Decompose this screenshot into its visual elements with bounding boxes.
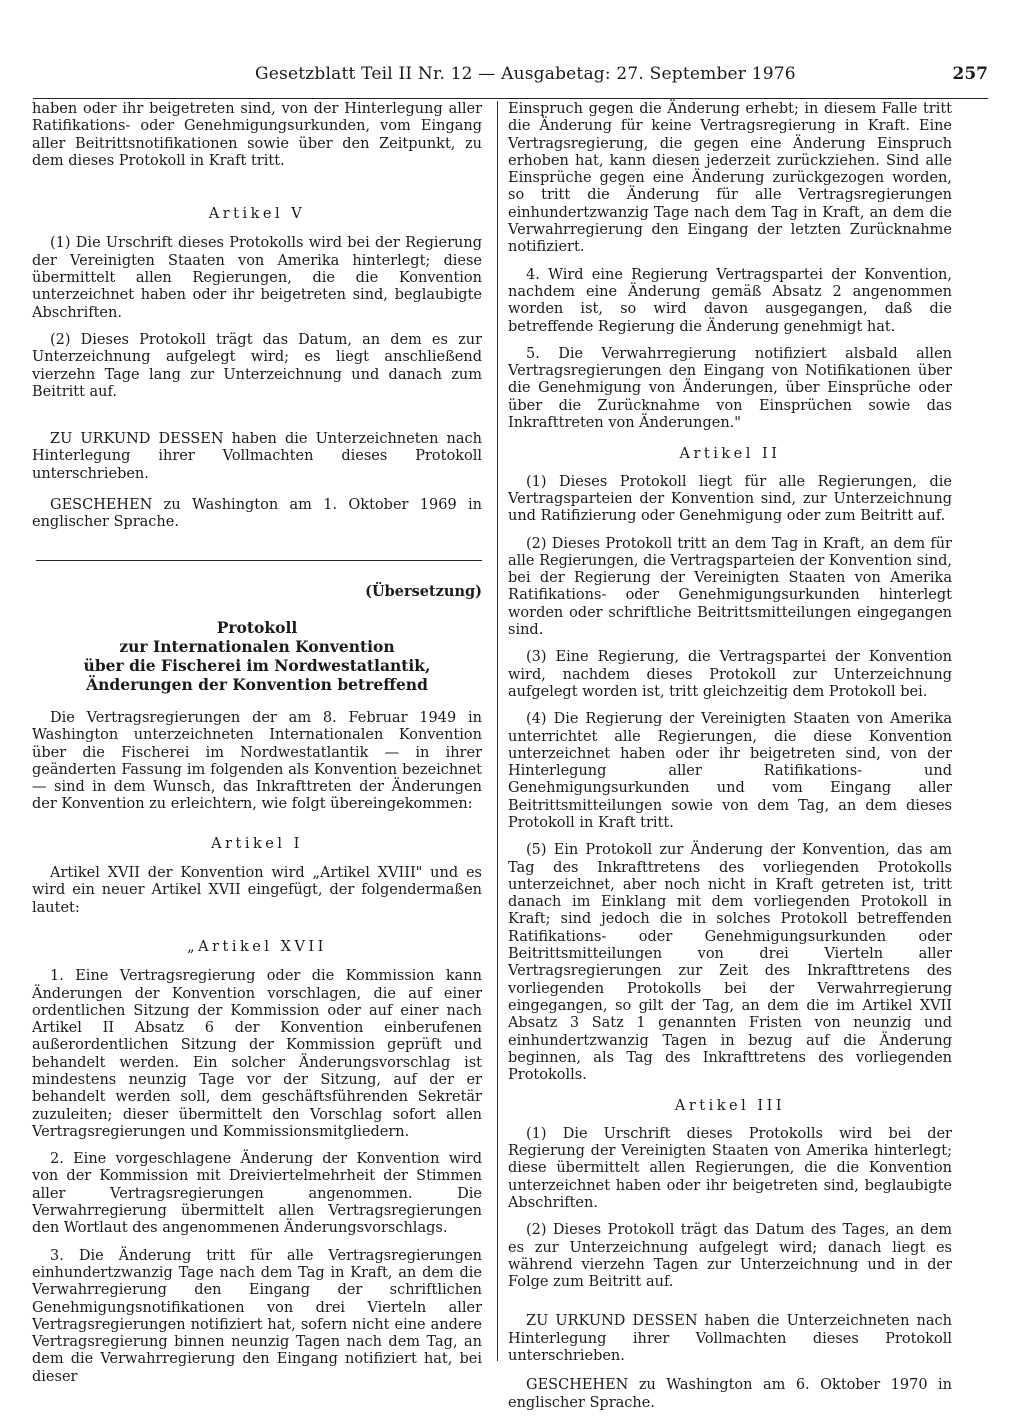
intro-continuation: haben oder ihr beigetreten sind, von der Hinterlegung aller Ratifikations- oder Genehmigungsurkunden, vom Eingang aller Beitrittsnotifikationen sowie über den Zeitpunkt, zu dem dieses Protokoll in Kraft tritt. — [32, 101, 482, 169]
right-column — [508, 101, 952, 1422]
running-head: Gesetzblatt Teil II Nr. 12 — Ausgabetag: 27. September 1976 — [255, 64, 796, 84]
done-at-clause: GESCHEHEN zu Washington am 1. Oktober 1969 in englischer Sprache. — [32, 497, 482, 531]
page-header — [33, 62, 988, 99]
witness-clause: ZU URKUND DESSEN haben die Unterzeichneten nach Hinterlegung ihrer Vollmachten dieses Protokoll unterschrieben. — [508, 1313, 952, 1364]
title-line: Protokoll — [216, 617, 298, 637]
title-line: Änderungen der Konvention betreffend — [86, 674, 428, 694]
column-divider — [497, 101, 498, 1361]
article-v-paragraph-1: (1) Die Urschrift dieses Protokolls wird bei der Regierung der Vereinigten Staaten von Amerika hinterlegt; diese übermittelt allen Regierungen, die die Konvention unterzeichnet haben oder ihr beigetreten sind, beglaubigte Abschriften. — [32, 235, 482, 321]
article-iii-heading: Artikel III — [674, 1098, 786, 1115]
article-ii-paragraph-1: (1) Dieses Protokoll liegt für alle Regierungen, die Vertragsparteien der Konvention sind, zur Unterzeichnung und Ratifizierung oder Genehmigung oder zum Beitritt auf. — [508, 473, 952, 525]
article-i-heading: Artikel I — [211, 835, 303, 852]
protocol-title — [32, 618, 482, 694]
article-iii-paragraph-2: (2) Dieses Protokoll trägt das Datum des Tages, an dem es zur Unterzeichnung aufgelegt wird; danach liegt es während vierzehn Tagen zur Unterzeichnung und in der Folge zum Beitritt auf. — [508, 1222, 952, 1291]
article-v-heading: Artikel V — [208, 206, 306, 223]
article-xvii-paragraph-4: 4. Wird eine Regierung Vertragspartei der Konvention, nachdem eine Änderung gemäß Absatz 2 angenommen worden ist, so wird davon ausgegangen, daß die betreffende Regierung die Änderung genehmigt hat. — [508, 266, 952, 335]
left-column — [32, 101, 482, 1396]
done-at-clause: GESCHEHEN zu Washington am 6. Oktober 1970 in englischer Sprache. — [508, 1377, 952, 1411]
title-line: zur Internationalen Konvention — [119, 636, 395, 656]
witness-clause: ZU URKUND DESSEN haben die Unterzeichneten nach Hinterlegung ihrer Vollmachten dieses Protokoll unterschrieben. — [32, 431, 482, 482]
article-xvii-paragraph-5: 5. Die Verwahrregierung notifiziert alsbald allen Vertragsregierungen den Eingang von Notifikationen über die Genehmigung von Änderungen, über Einsprüche oder über die Zurücknahme von Einsprüchen sowie das Inkrafttreten von Änderungen." — [508, 345, 952, 432]
article-ii-paragraph-2: (2) Dieses Protokoll tritt an dem Tag in Kraft, an dem für alle Regierungen, die Vertragsparteien der Konvention sind, bei der Regierung der Vereinigten Staaten von Amerika Ratifikations- oder Genehmigungsurkunden hinterlegt worden oder schriftliche Beitrittsmitteilungen eingegangen sind. — [508, 535, 952, 639]
article-ii-paragraph-3: (3) Eine Regierung, die Vertragspartei der Konvention wird, nachdem dieses Protokoll zur Unterzeichnung aufgelegt worden ist, tritt gleichzeitig dem Protokoll bei. — [508, 649, 952, 700]
article-i-text: Artikel XVII der Konvention wird „Artikel XVIII" und es wird ein neuer Artikel XVII eingefügt, der folgendermaßen lautet: — [32, 865, 482, 916]
article-ii-heading: Artikel II — [679, 446, 781, 463]
article-ii-paragraph-5: (5) Ein Protokoll zur Änderung der Konvention, das am Tag des Inkrafttretens des vorliegenden Protokolls unterzeichnet, aber noch nicht in Kraft getreten ist, tritt danach im Einklang mit dem vorliegenden Protokoll in Kraft; sind jedoch die in solches Protokoll betreffenden Ratifikations- oder Genehmigungsurkunden oder Beitrittsmitteilungen von drei Vierteln aller Vertragsregierungen zur Zeit des Inkrafttretens des vorliegenden Protokolls bei der Verwahrregierung eingegangen, so gilt der Tag, an dem die im Artikel XVII Absatz 3 Satz 1 genannten Fristen von neunzig und einhundertzwanzig Tagen in bezug auf die Änderung beginnen, als Tag des Inkrafttretens des vorliegenden Protokolls. — [508, 842, 952, 1084]
section-separator — [36, 560, 482, 561]
article-iii-paragraph-1: (1) Die Urschrift dieses Protokolls wird bei der Regierung der Vereinigten Staaten von Amerika hinterlegt; diese übermittelt allen Regierungen, die die Konvention unterzeichnet haben oder ihr beigetreten sind, beglaubigte Abschriften. — [508, 1125, 952, 1211]
preamble: Die Vertragsregierungen der am 8. Februar 1949 in Washington unterzeichneten Internationalen Konvention über die Fischerei im Nordwestatlantik — in ihrer geänderten Fassung im folgenden als Konvention bezeichnet — sind in dem Wunsch, das Inkrafttreten der Änderungen der Konvention zu erleichtern, wie folgt übereingekommen: — [32, 709, 482, 813]
article-xvii-paragraph-3-continued: Einspruch gegen die Änderung erhebt; in diesem Falle tritt die Änderung für keine Vertragsregierung in Kraft. Eine Vertragsregierung, die gegen eine Änderung Einspruch erhoben hat, kann diesen jederzeit zurückziehen. Sind alle Einsprüche gegen eine Änderung zurückgezogen worden, so tritt die Änderung für alle Vertragsregierungen einhundertzwanzig Tage nach dem Tag in Kraft, an dem die Verwahrregierung den Eingang der letzten Zurücknahme notifiziert. — [508, 101, 952, 256]
translation-note: (Übersetzung) — [365, 582, 482, 600]
title-line: über die Fischerei im Nordwestatlantik, — [83, 655, 431, 675]
article-v-paragraph-2: (2) Dieses Protokoll trägt das Datum, an dem es zur Unterzeichnung aufgelegt wird; es liegt anschließend vierzehn Tage lang zur Unterzeichnung und danach zum Beitritt auf. — [32, 331, 482, 400]
article-xvii-paragraph-3: 3. Die Änderung tritt für alle Vertragsregierungen einhundertzwanzig Tage nach dem Tag in Kraft, an dem die Verwahrregierung den Eingang der schriftlichen Genehmigungsnotifikationen von drei Vierteln aller Vertragsregierungen notifiziert hat, sofern nicht eine andere Vertragsregierung binnen neunzig Tagen nach dem Tag, an dem die Verwahrregierung den Eingang notifiziert hat, bei dieser — [32, 1247, 482, 1385]
article-ii-paragraph-4: (4) Die Regierung der Vereinigten Staaten von Amerika unterrichtet alle Regierungen, die diese Konvention unterzeichnet haben oder ihr beigetreten sind, von der Hinterlegung aller Ratifikations- und Genehmigungsurkunden und vom Eingang aller Beitrittsmitteilungen sowie von dem Tag, an dem dieses Protokoll in Kraft tritt. — [508, 711, 952, 831]
page-number: 257 — [952, 64, 988, 84]
article-xvii-heading: „Artikel XVII — [187, 938, 327, 955]
article-xvii-paragraph-1: 1. Eine Vertragsregierung oder die Kommission kann Änderungen der Konvention vorschlagen, die auf einer ordentlichen Sitzung der Kommission oder auf einer nach Artikel II Absatz 6 der Konvention einberufenen außerordentlichen Sitzung der Kommission geprüft und behandelt werden. Ein solcher Änderungsvorschlag ist mindestens neunzig Tage vor der Sitzung, auf der er behandelt werden soll, dem geschäftsführenden Sekretär zuzuleiten; dieser übermittelt den Vorschlag sofort allen Vertragsregierungen und Kommissionsmitgliedern. — [32, 968, 482, 1140]
article-xvii-paragraph-2: 2. Eine vorgeschlagene Änderung der Konvention wird von der Kommission mit Dreiviertelmehrheit der Stimmen aller Vertragsregierungen angenommen. Die Verwahrregierung übermittelt allen Vertragsregierungen den Wortlaut des angenommenen Änderungsvorschlags. — [32, 1151, 482, 1237]
